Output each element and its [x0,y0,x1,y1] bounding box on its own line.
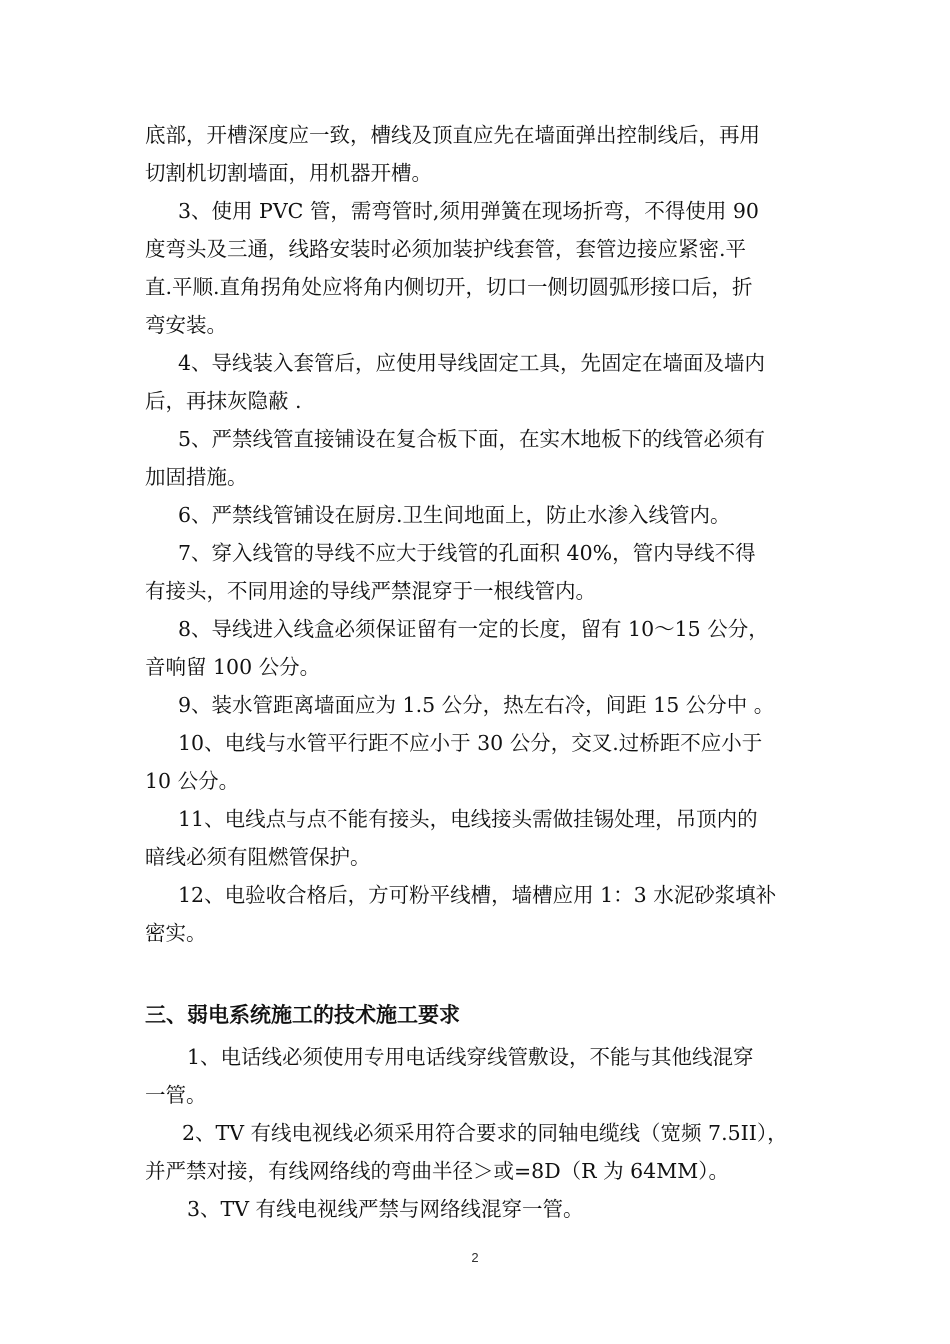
paragraph-line: 3、TV 有线电视线严禁与网络线混穿一管。 [187,1197,584,1221]
paragraph-line: 2、TV 有线电视线必须采用符合要求的同轴电缆线（宽频 7.5II）， [182,1121,788,1145]
paragraph-line: 8、导线进入线盒必须保证留有一定的长度，留有 10～15 公分， [178,617,769,641]
paragraph-line: 12、电验收合格后，方可粉平线槽，墙槽应用 1：3 水泥砂浆填补 [178,883,777,907]
paragraph-line: 度弯头及三通，线路安装时必须加装护线套管，套管边接应紧密.平 [145,237,747,261]
paragraph-line: 4、导线装入套管后，应使用导线固定工具，先固定在墙面及墙内 [178,351,766,375]
paragraph-line: 并严禁对接，有线网络线的弯曲半径＞或=8D（R 为 64MM）。 [145,1159,729,1183]
paragraph-line: 10 公分。 [145,769,240,793]
section-heading: 三、弱电系统施工的技术施工要求 [145,1003,460,1027]
paragraph-line: 5、严禁线管直接铺设在复合板下面，在实木地板下的线管必须有 [178,427,766,451]
paragraph-line: 底部，开槽深度应一致，槽线及顶直应先在墙面弹出控制线后，再用 [145,123,760,147]
paragraph-line: 加固措施。 [145,465,248,489]
paragraph-line: 一管。 [145,1083,207,1107]
paragraph-line: 音响留 100 公分。 [145,655,321,679]
paragraph-line: 密实。 [145,921,207,945]
paragraph-line: 弯安装。 [145,313,227,337]
paragraph-line: 暗线必须有阻燃管保护。 [145,845,371,869]
paragraph-line: 1、电话线必须使用专用电话线穿线管敷设，不能与其他线混穿 [187,1045,754,1069]
paragraph-line: 有接头，不同用途的导线严禁混穿于一根线管内。 [145,579,596,603]
paragraph-line: 切割机切割墙面，用机器开槽。 [145,161,432,185]
paragraph-line: 9、装水管距离墙面应为 1.5 公分，热左右冷，间距 15 公分中 。 [178,693,775,717]
paragraph-line: 7、穿入线管的导线不应大于线管的孔面积 40%，管内导线不得 [178,541,756,565]
paragraph-line: 直.平顺.直角拐角处应将角内侧切开，切口一侧切圆弧形接口后，折 [145,275,753,299]
paragraph-line: 10、电线与水管平行距不应小于 30 公分，交叉.过桥距不应小于 [178,731,763,755]
paragraph-line: 后，再抹灰隐蔽 . [145,389,302,413]
paragraph-line: 3、使用 PVC 管，需弯管时,须用弹簧在现场折弯，不得使用 90 [178,199,759,223]
page-number: 2 [471,1250,479,1265]
paragraph-line: 6、严禁线管铺设在厨房.卫生间地面上，防止水渗入线管内。 [178,503,731,527]
paragraph-line: 11、电线点与点不能有接头，电线接头需做挂锡处理，吊顶内的 [178,807,758,831]
